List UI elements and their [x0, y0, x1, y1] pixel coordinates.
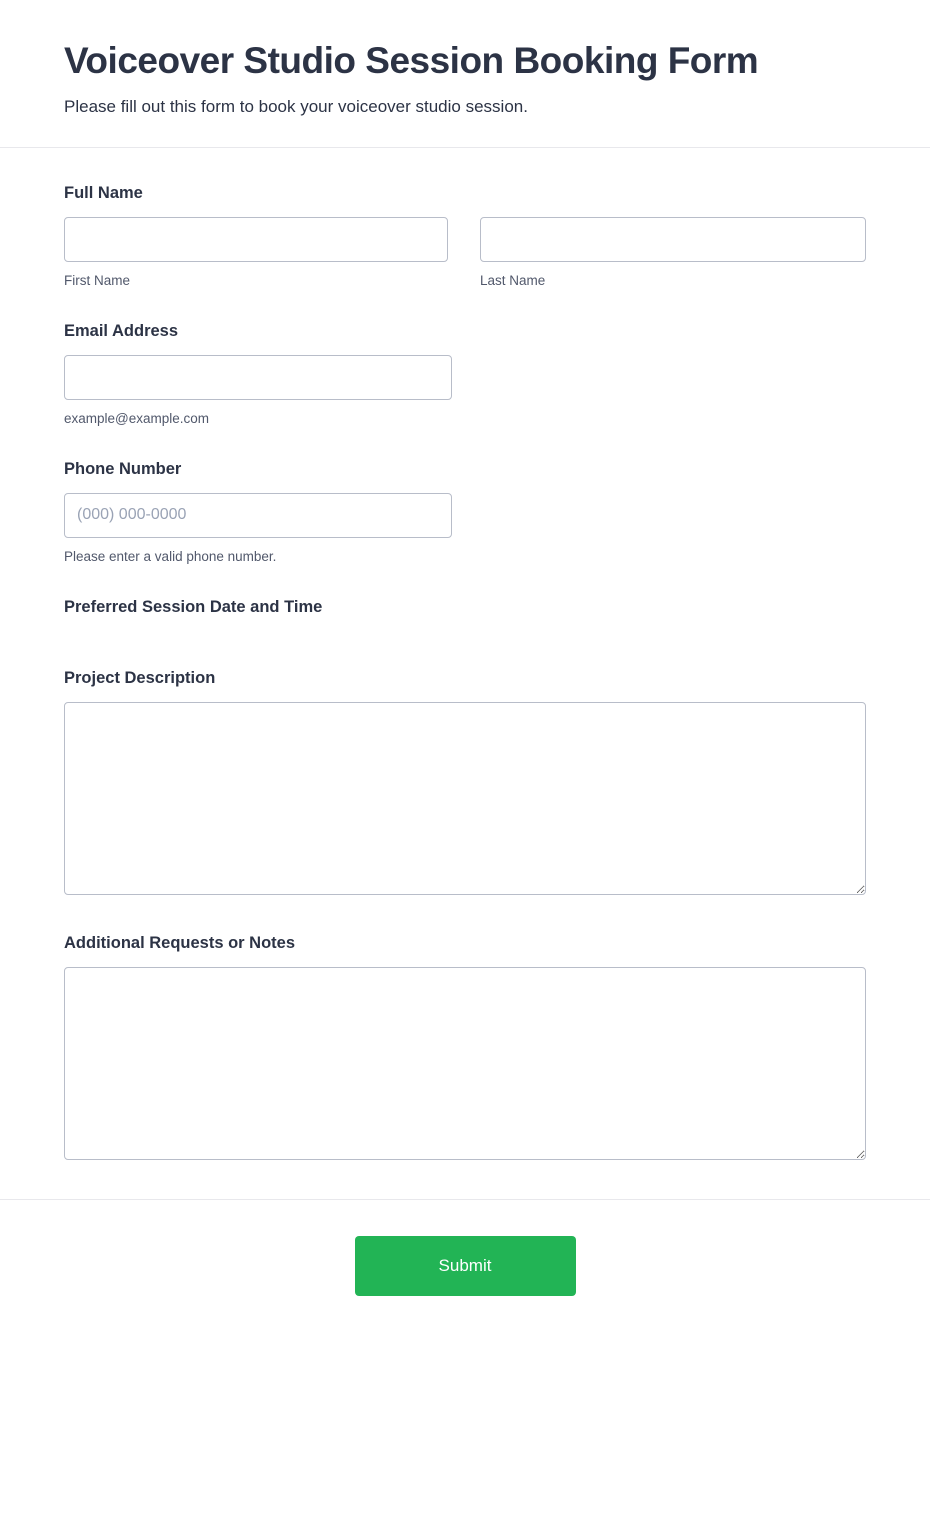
- field-session-datetime: [64, 598, 866, 617]
- page-title: Voiceover Studio Session Booking Form: [64, 40, 759, 81]
- session-datetime-label: Preferred Session Date and Time: [64, 597, 323, 616]
- full-name-row: [64, 217, 866, 288]
- project-description-label: Project Description: [64, 668, 216, 687]
- page-subtitle: Please fill out this form to book your voiceover studio session.: [64, 96, 528, 116]
- additional-notes-label: Additional Requests or Notes: [64, 933, 296, 952]
- last-name-sub-label: Last Name: [480, 272, 546, 288]
- field-phone-number: [64, 460, 866, 564]
- additional-notes-textarea[interactable]: [64, 967, 866, 1160]
- form-body: [0, 148, 930, 1165]
- first-name-sub-label: First Name: [64, 272, 131, 288]
- form-header: [0, 0, 930, 148]
- email-sub-label: example@example.com: [64, 410, 210, 426]
- phone-field[interactable]: [64, 493, 452, 538]
- submit-button[interactable]: Submit: [355, 1236, 576, 1296]
- field-email-address: [64, 322, 866, 426]
- email-field[interactable]: [64, 355, 452, 400]
- field-additional-notes: [64, 934, 866, 1165]
- first-name-input[interactable]: [64, 217, 448, 262]
- field-full-name: [64, 184, 866, 288]
- last-name-input[interactable]: [480, 217, 866, 262]
- phone-sub-label: Please enter a valid phone number.: [64, 548, 277, 564]
- field-project-description: [64, 669, 866, 900]
- email-label: Email Address: [64, 321, 179, 340]
- first-name-col: [64, 217, 448, 288]
- phone-label: Phone Number: [64, 459, 182, 478]
- form-footer: [0, 1199, 930, 1336]
- full-name-label: Full Name: [64, 183, 143, 202]
- project-description-textarea[interactable]: [64, 702, 866, 895]
- last-name-col: [480, 217, 866, 288]
